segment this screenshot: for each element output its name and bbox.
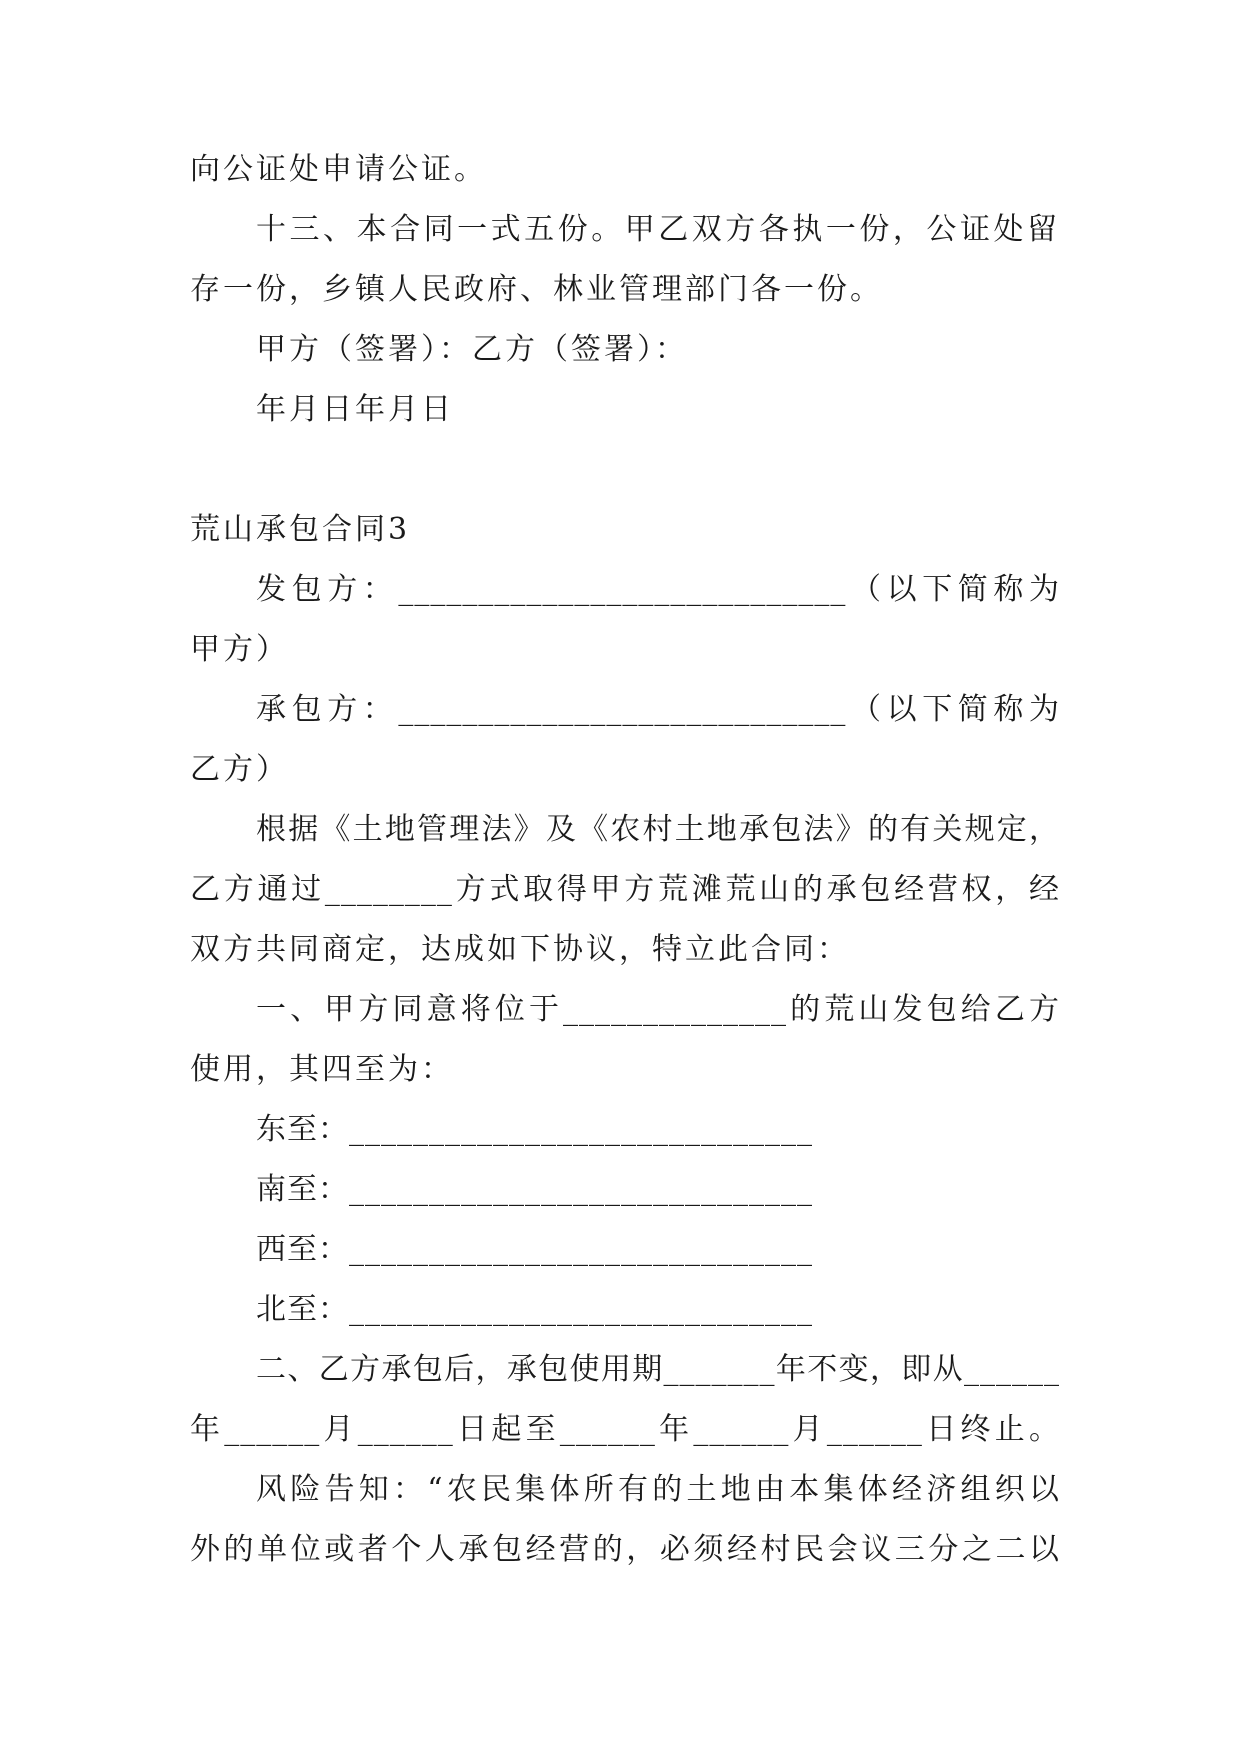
text-line: 乙方） <box>190 752 289 787</box>
signature-line: 甲方（签署）：乙方（签署）： <box>256 332 688 367</box>
text-line: 十三、本合同一式五份。甲乙双方各执一份，公证处留 <box>256 212 1060 247</box>
text-line: 承包方：____________________________（以下简称为 <box>256 692 1060 727</box>
text-line: 双方共同商定，达成如下协议，特立此合同： <box>190 932 850 967</box>
text-line: 发包方：____________________________（以下简称为 <box>256 572 1060 607</box>
text-line: 存一份，乡镇人民政府、林业管理部门各一份。 <box>190 272 883 307</box>
text-line: 使用，其四至为： <box>190 1052 454 1087</box>
text-line: 根据《土地管理法》及《农村土地承包法》的有关规定， <box>256 812 1060 847</box>
text-line: 风险告知：“农民集体所有的土地由本集体经济组织以 <box>256 1472 1060 1507</box>
text-line: 乙方通过________方式取得甲方荒滩荒山的承包经营权，经 <box>190 872 1060 907</box>
text-line: 甲方） <box>190 632 289 667</box>
boundary-south: 南至：_____________________________ <box>256 1172 813 1207</box>
text-line: 外的单位或者个人承包经营的，必须经村民会议三分之二以 <box>190 1532 1060 1567</box>
text-line: 年______月______日起至______年______月______日终止。 <box>190 1412 1060 1447</box>
boundary-east: 东至：_____________________________ <box>256 1112 813 1147</box>
boundary-west: 西至：_____________________________ <box>256 1232 813 1267</box>
text-line: 向公证处申请公证。 <box>190 152 487 187</box>
text-line: 一、甲方同意将位于______________的荒山发包给乙方 <box>256 992 1060 1027</box>
boundary-north: 北至：_____________________________ <box>256 1292 813 1327</box>
section-title: 荒山承包合同3 <box>190 512 411 547</box>
date-line: 年月日年月日 <box>256 392 454 427</box>
text-line: 二、乙方承包后，承包使用期_______年不变，即从______ <box>256 1352 1060 1387</box>
